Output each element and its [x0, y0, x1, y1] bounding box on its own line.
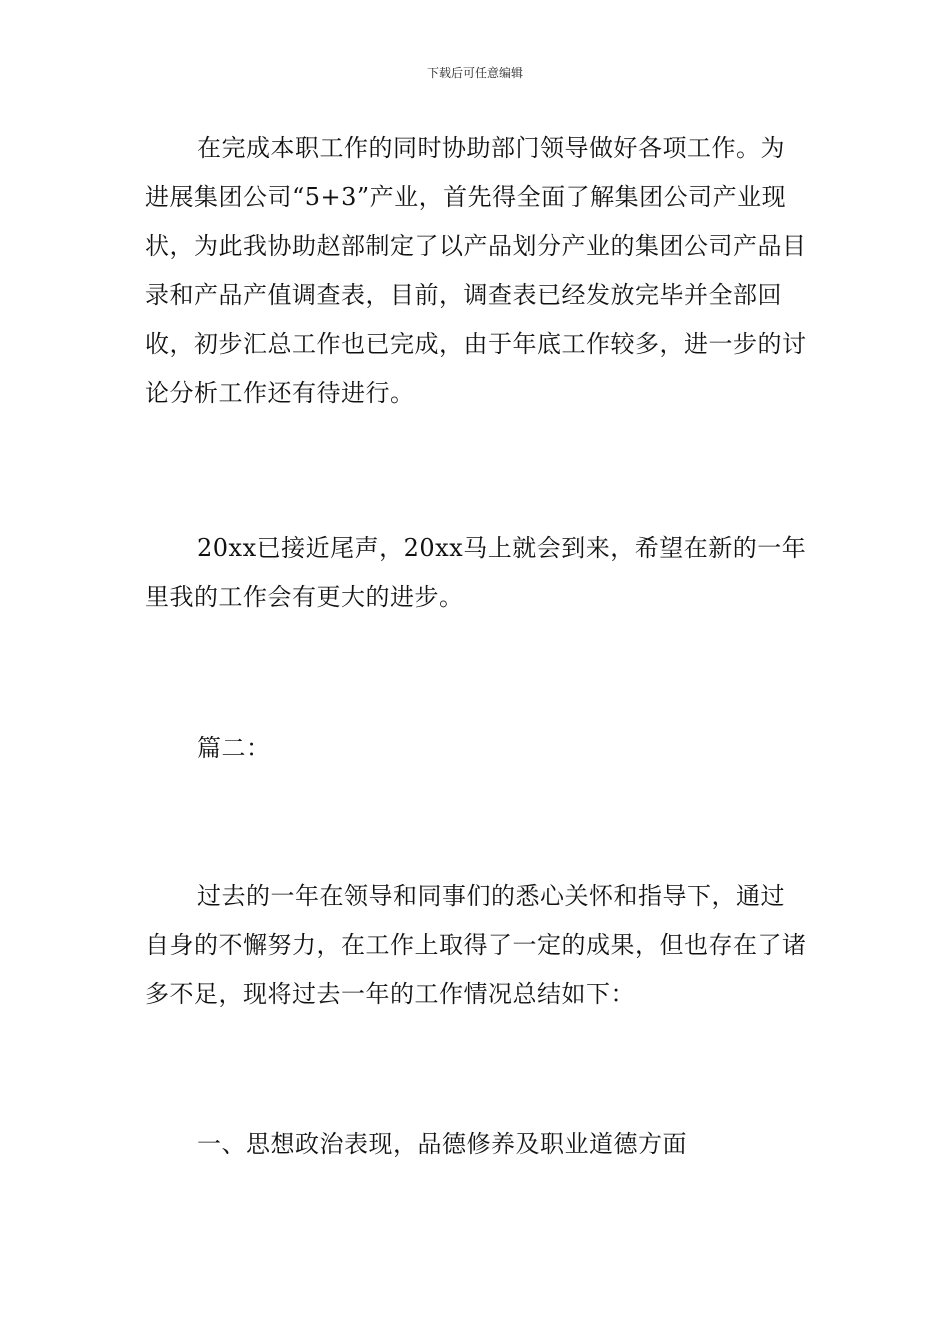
section-heading-part-two: 篇二：: [197, 734, 271, 762]
header-note: 下载后可任意编辑: [426, 66, 523, 80]
paragraph-assist-work: 在完成本职工作的同时协助部门领导做好各项工作。为进展集团公司“5+3”产业，首先得全面了解集团公司产业现状，为此我协助赵部制定了以产品划分产业的集团公司产品目录和产品产值调查表，目前，调查表已经发放完毕并全部回收，初步汇总工作也已完成，由于年底工作较多，进一步的讨论分析工作还有待进行。: [145, 134, 807, 407]
paragraph-year-end: 20xx已接近尾声，20xx马上就会到来，希望在新的一年里我的工作会有更大的进步。: [145, 534, 807, 611]
paragraph-summary-intro: 过去的一年在领导和同事们的悉心关怀和指导下，通过自身的不懈努力，在工作上取得了一定的成果，但也存在了诸多不足，现将过去一年的工作情况总结如下：: [145, 882, 807, 1008]
section-heading-ideology: 一、思想政治表现，品德修养及职业道德方面: [197, 1130, 687, 1158]
